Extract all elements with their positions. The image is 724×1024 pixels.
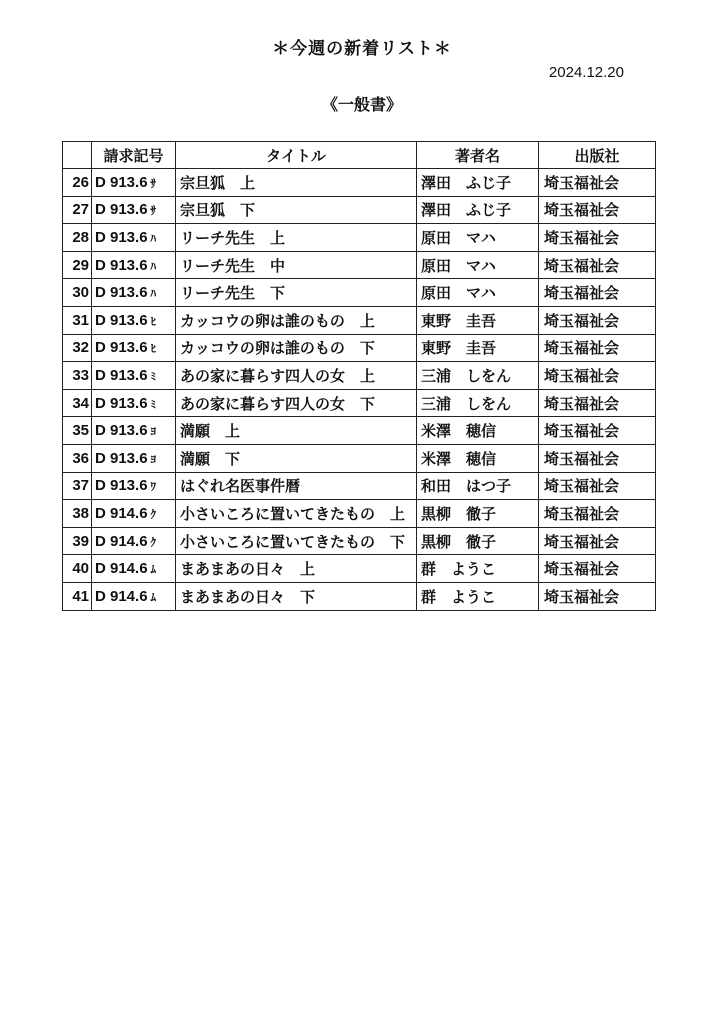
call-number-kana: ﾖ — [150, 425, 157, 439]
book-title: あの家に暮らす四人の女 下 — [176, 389, 417, 417]
call-number-kana: ﾐ — [150, 397, 157, 411]
table-row — [63, 555, 656, 583]
call-number: D 913.6 — [95, 394, 148, 412]
book-publisher: 埼玉福祉会 — [539, 527, 656, 555]
column-header-author: 著者名 — [417, 142, 539, 169]
call-number-cell — [92, 500, 176, 528]
table-row — [63, 417, 656, 445]
row-number: 39 — [63, 527, 92, 555]
section-title: 《一般書》 — [321, 95, 402, 114]
call-number: D 913.6 — [95, 311, 148, 329]
book-author: 三浦 しをん — [417, 389, 539, 417]
book-publisher: 埼玉福祉会 — [539, 500, 656, 528]
book-author: 澤田 ふじ子 — [417, 196, 539, 224]
row-number: 28 — [63, 224, 92, 252]
row-number: 29 — [63, 251, 92, 279]
book-title: リーチ先生 下 — [176, 279, 417, 307]
book-publisher: 埼玉福祉会 — [539, 472, 656, 500]
call-number-cell — [92, 169, 176, 197]
book-publisher: 埼玉福祉会 — [539, 251, 656, 279]
book-author: 米澤 穂信 — [417, 417, 539, 445]
call-number-cell — [92, 334, 176, 362]
book-author: 澤田 ふじ子 — [417, 169, 539, 197]
call-number-cell — [92, 306, 176, 334]
book-author: 東野 圭吾 — [417, 306, 539, 334]
book-author: 原田 マハ — [417, 279, 539, 307]
call-number: D 913.6 — [95, 339, 148, 357]
call-number: D 914.6 — [95, 532, 148, 550]
row-number: 41 — [63, 582, 92, 610]
call-number-cell — [92, 444, 176, 472]
row-number: 30 — [63, 279, 92, 307]
call-number-cell — [92, 555, 176, 583]
book-title: リーチ先生 上 — [176, 224, 417, 252]
row-number: 37 — [63, 472, 92, 500]
call-number-cell — [92, 251, 176, 279]
call-number: D 913.6 — [95, 422, 148, 440]
book-publisher: 埼玉福祉会 — [539, 196, 656, 224]
row-number: 35 — [63, 417, 92, 445]
table-row — [63, 527, 656, 555]
call-number-cell — [92, 472, 176, 500]
column-header-call-number: 請求記号 — [92, 142, 176, 169]
call-number-cell — [92, 362, 176, 390]
table-row — [63, 500, 656, 528]
book-author: 三浦 しをん — [417, 362, 539, 390]
row-number: 34 — [63, 389, 92, 417]
table-row — [63, 362, 656, 390]
book-title: カッコウの卵は誰のもの 上 — [176, 306, 417, 334]
call-number-cell — [92, 196, 176, 224]
table-row — [63, 472, 656, 500]
call-number-kana: ﾊ — [150, 231, 157, 245]
book-title: リーチ先生 中 — [176, 251, 417, 279]
book-author: 米澤 穂信 — [417, 444, 539, 472]
book-title: はぐれ名医事件暦 — [176, 472, 417, 500]
book-publisher: 埼玉福祉会 — [539, 582, 656, 610]
book-title: 小さいころに置いてきたもの 下 — [176, 527, 417, 555]
book-author: 和田 はつ子 — [417, 472, 539, 500]
call-number-kana: ﾊ — [150, 287, 157, 301]
call-number: D 913.6 — [95, 256, 148, 274]
table-row — [63, 196, 656, 224]
book-title: あの家に暮らす四人の女 上 — [176, 362, 417, 390]
table-row — [63, 444, 656, 472]
table-row — [63, 389, 656, 417]
call-number: D 913.6 — [95, 449, 148, 467]
call-number: D 914.6 — [95, 504, 148, 522]
call-number-kana: ﾐ — [150, 369, 157, 383]
book-author: 黒柳 徹子 — [417, 527, 539, 555]
call-number-kana: ｻ — [150, 176, 157, 190]
call-number: D 913.6 — [95, 477, 148, 495]
book-title: まあまあの日々 上 — [176, 555, 417, 583]
call-number-kana: ｻ — [150, 204, 157, 218]
table-row — [63, 279, 656, 307]
table-row — [63, 224, 656, 252]
table-row — [63, 306, 656, 334]
call-number-kana: ﾋ — [150, 314, 157, 328]
book-title: カッコウの卵は誰のもの 下 — [176, 334, 417, 362]
call-number-kana: ｸ — [150, 535, 157, 549]
call-number: D 913.6 — [95, 228, 148, 246]
table-row — [63, 334, 656, 362]
book-publisher: 埼玉福祉会 — [539, 169, 656, 197]
book-publisher: 埼玉福祉会 — [539, 306, 656, 334]
book-publisher: 埼玉福祉会 — [539, 362, 656, 390]
row-number: 36 — [63, 444, 92, 472]
book-title: まあまあの日々 下 — [176, 582, 417, 610]
list-date: 2024.12.20 — [548, 64, 624, 81]
row-number: 26 — [63, 169, 92, 197]
page-title: ＊今週の新着リスト＊ — [272, 39, 452, 59]
table-row — [63, 251, 656, 279]
book-publisher: 埼玉福祉会 — [539, 389, 656, 417]
call-number-cell — [92, 417, 176, 445]
book-title: 満願 上 — [176, 417, 417, 445]
call-number: D 914.6 — [95, 587, 148, 605]
call-number-kana: ﾖ — [150, 452, 157, 466]
table-row — [63, 582, 656, 610]
column-header-number — [63, 142, 92, 169]
call-number: D 914.6 — [95, 560, 148, 578]
book-publisher: 埼玉福祉会 — [539, 555, 656, 583]
book-publisher: 埼玉福祉会 — [539, 444, 656, 472]
book-author: 群 ようこ — [417, 582, 539, 610]
row-number: 32 — [63, 334, 92, 362]
call-number: D 913.6 — [95, 173, 148, 191]
book-author: 黒柳 徹子 — [417, 500, 539, 528]
call-number: D 913.6 — [95, 201, 148, 219]
call-number-cell — [92, 279, 176, 307]
book-publisher: 埼玉福祉会 — [539, 334, 656, 362]
book-author: 原田 マハ — [417, 224, 539, 252]
book-title: 宗旦狐 上 — [176, 169, 417, 197]
call-number-kana: ﾋ — [150, 342, 157, 356]
book-publisher: 埼玉福祉会 — [539, 279, 656, 307]
call-number-cell — [92, 389, 176, 417]
row-number: 33 — [63, 362, 92, 390]
book-author: 東野 圭吾 — [417, 334, 539, 362]
call-number-cell — [92, 582, 176, 610]
column-header-publisher: 出版社 — [539, 142, 656, 169]
row-number: 27 — [63, 196, 92, 224]
row-number: 31 — [63, 306, 92, 334]
row-number: 38 — [63, 500, 92, 528]
call-number-cell — [92, 527, 176, 555]
call-number: D 913.6 — [95, 366, 148, 384]
book-author: 原田 マハ — [417, 251, 539, 279]
call-number-kana: ﾑ — [150, 590, 157, 604]
call-number-cell — [92, 224, 176, 252]
book-title: 満願 下 — [176, 444, 417, 472]
call-number: D 913.6 — [95, 284, 148, 302]
call-number-kana: ﾊ — [150, 259, 157, 273]
table-row — [63, 169, 656, 197]
call-number-kana: ﾜ — [150, 480, 157, 494]
book-title: 小さいころに置いてきたもの 上 — [176, 500, 417, 528]
book-publisher: 埼玉福祉会 — [539, 224, 656, 252]
new-arrivals-table — [62, 141, 656, 611]
call-number-kana: ﾑ — [150, 563, 157, 577]
book-author: 群 ようこ — [417, 555, 539, 583]
row-number: 40 — [63, 555, 92, 583]
column-header-title: タイトル — [176, 142, 417, 169]
book-publisher: 埼玉福祉会 — [539, 417, 656, 445]
table-body — [63, 169, 656, 611]
book-title: 宗旦狐 下 — [176, 196, 417, 224]
call-number-kana: ｸ — [150, 507, 157, 521]
table-header-row — [63, 142, 656, 169]
